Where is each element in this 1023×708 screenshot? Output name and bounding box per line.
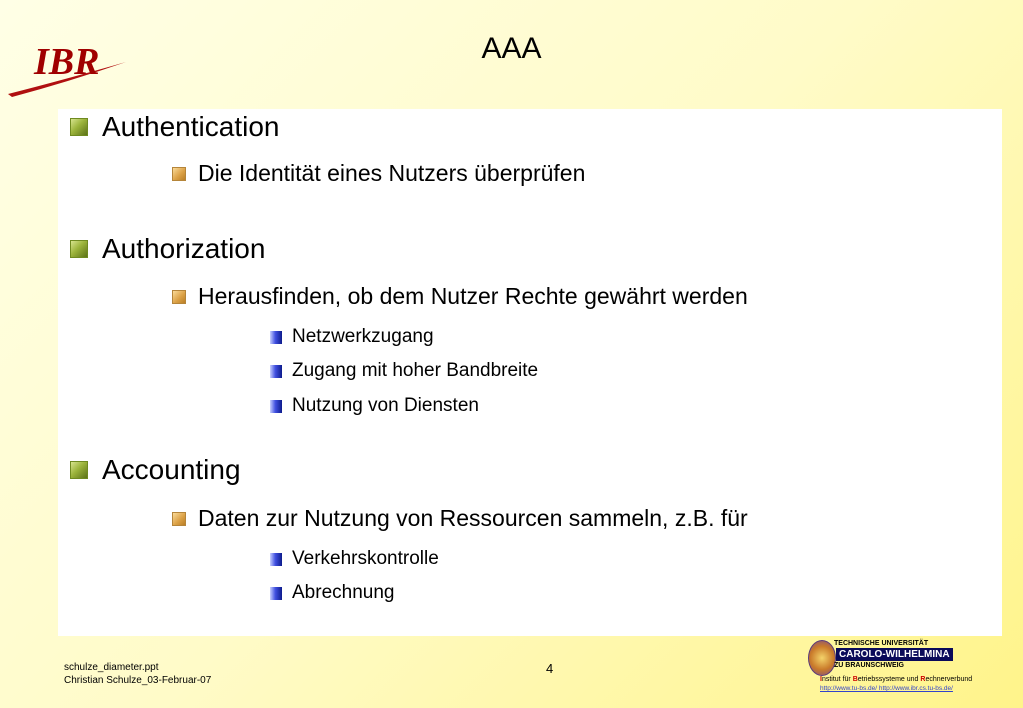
logo-text: IBR: [34, 41, 100, 83]
footer-links[interactable]: http://www.tu-bs.de/ http://www.ibr.cs.tu-bs.de/: [820, 685, 953, 692]
sub-bullet-resources: [172, 505, 748, 532]
sub-sub-bullet-services: [270, 395, 479, 417]
footer-filename: schulze_diameter.ppt: [64, 662, 159, 673]
bullet-text: Zugang mit hoher Bandbreite: [292, 360, 539, 381]
blue-bullet-icon: [270, 587, 282, 600]
tu-line-2: CAROLO-WILHELMINA: [836, 648, 953, 661]
green-bullet-icon: [70, 461, 88, 479]
tu-line-3: ZU BRAUNSCHWEIG: [834, 662, 904, 669]
blue-bullet-icon: [270, 553, 282, 566]
page-number: 4: [546, 661, 554, 676]
bullet-authorization: [70, 233, 265, 265]
footer-info: [64, 661, 211, 687]
orange-bullet-icon: [172, 167, 186, 181]
footer-author-date: Christian Schulze_03-Februar-07: [64, 675, 212, 686]
bullet-accounting: [70, 454, 241, 486]
sub-sub-bullet-traffic: [270, 548, 439, 570]
blue-bullet-icon: [270, 331, 282, 344]
bullet-text: Authentication: [102, 111, 280, 142]
bullet-text: Netzwerkzugang: [292, 326, 434, 347]
bullet-text: Daten zur Nutzung von Ressourcen sammeln, z.B. für: [198, 505, 748, 531]
bullet-text: Die Identität eines Nutzers überprüfen: [198, 160, 586, 186]
orange-bullet-icon: [172, 512, 186, 526]
bullet-text: Accounting: [102, 454, 241, 485]
sub-sub-bullet-billing: [270, 582, 394, 604]
tu-braunschweig-logo: [808, 640, 1008, 700]
institute-name: Institut für Betriebssysteme und Rechnerverbund: [820, 676, 973, 683]
bullet-text: Nutzung von Diensten: [292, 395, 479, 416]
bullet-authentication: [70, 111, 279, 143]
orange-bullet-icon: [172, 290, 186, 304]
sub-bullet-rights: [172, 283, 748, 310]
blue-bullet-icon: [270, 365, 282, 378]
sub-sub-bullet-network: [270, 326, 434, 348]
university-seal-icon: [808, 640, 836, 676]
tu-line-1: TECHNISCHE UNIVERSITÄT: [834, 640, 929, 647]
bullet-text: Herausfinden, ob dem Nutzer Rechte gewährt werden: [198, 283, 748, 309]
bullet-text: Abrechnung: [292, 582, 395, 603]
blue-bullet-icon: [270, 400, 282, 413]
green-bullet-icon: [70, 240, 88, 258]
slide-title: AAA: [481, 32, 542, 65]
bullet-text: Verkehrskontrolle: [292, 548, 439, 569]
slide-content: [58, 109, 1002, 636]
bullet-text: Authorization: [102, 233, 266, 264]
sub-bullet-identity: [172, 160, 585, 187]
sub-sub-bullet-bandwidth: [270, 360, 538, 382]
green-bullet-icon: [70, 118, 88, 136]
